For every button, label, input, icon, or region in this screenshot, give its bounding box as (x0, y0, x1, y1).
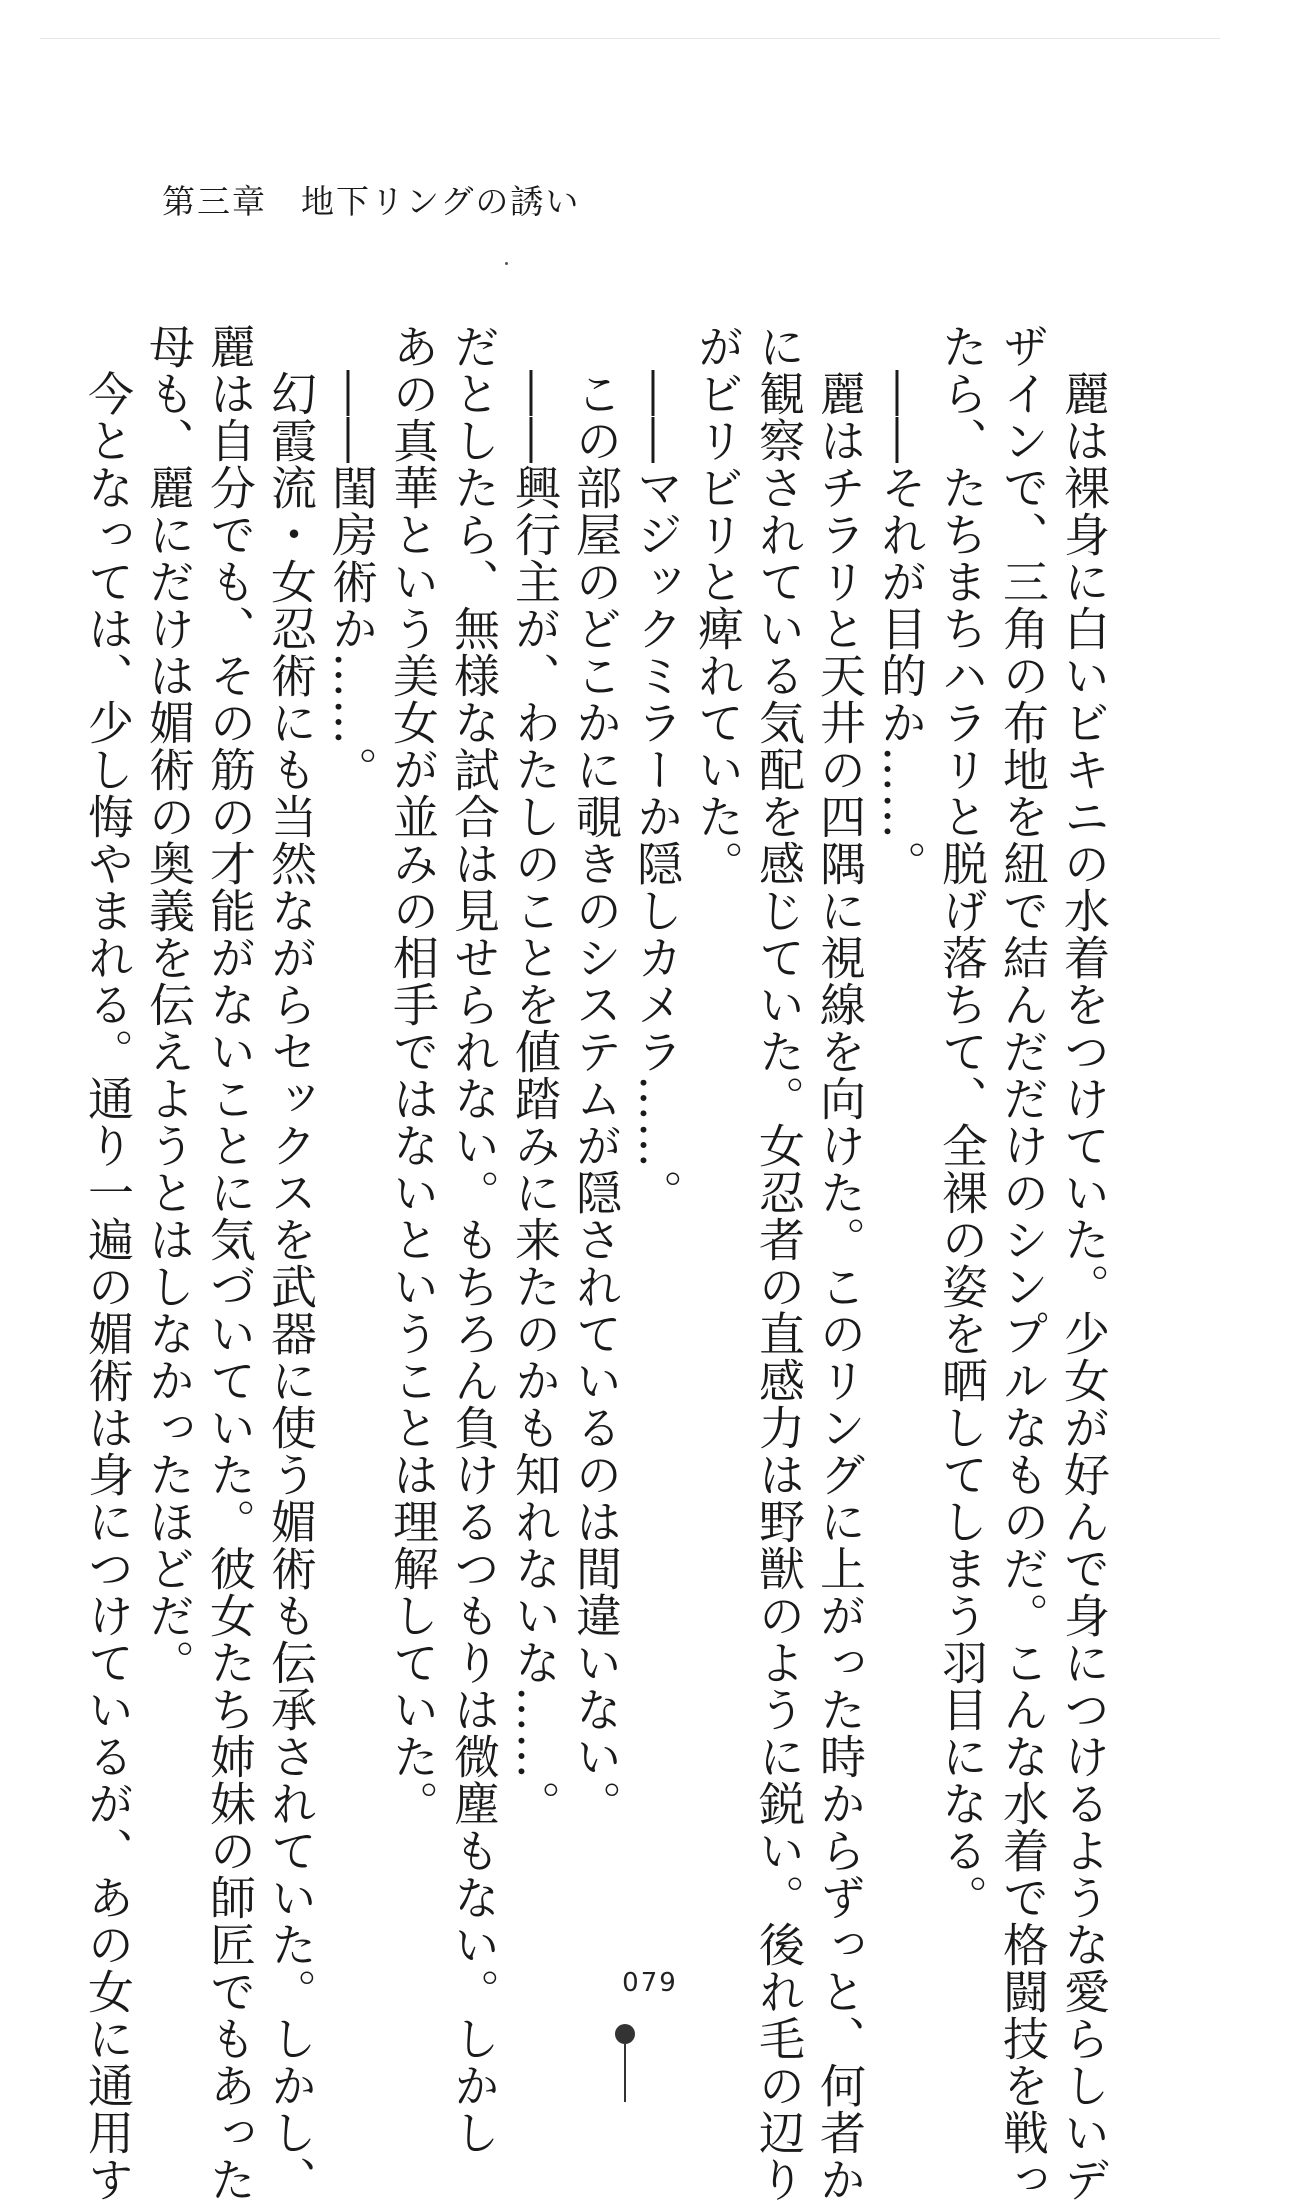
text-column: 幻霞流・女忍術にも当然ながらセックスを武器に使う媚術も伝承されていた。しかし、 (264, 323, 318, 2203)
page-number: 079 (622, 1968, 678, 1998)
text-column: この部屋のどこかに覗きのシステムが隠されているのは間違いない。 (569, 323, 623, 1827)
running-header (162, 176, 580, 223)
text-column: 麗はチラリと天井の四隅に視線を向けた。このリングに上がった時からずっと、何者か (813, 323, 867, 2203)
text-column: ――興行主が、わたしのことを値踏みに来たのかも知れないな……。 (508, 323, 562, 1827)
text-column: だとしたら、無様な試合は見せられない。もちろん負けるつもりは微塵もない。しかし (447, 323, 501, 2156)
text-column: あの真華という美女が並みの相手ではないということは理解していた。 (386, 323, 440, 1827)
chapter-number: 第三章 (162, 182, 267, 221)
text-column: に観察されている気配を感じていた。女忍者の直感力は野獣のように鋭い。後れ毛の辺り (752, 323, 806, 2203)
text-column: ――マジックミラーか隠しカメラ……。 (630, 323, 684, 1216)
text-column: ザインで、三角の布地を紐で結んだだけのシンプルなものだ。こんな水着で格闘技を戦っ (996, 323, 1050, 2203)
text-column: 今となっては、少し悔やまれる。通り一遍の媚術は身につけているが、あの女に通用す (81, 323, 135, 2203)
text-column: 母も、麗にだけは媚術の奥義を伝えようとはしなかったほどだ。 (142, 323, 196, 1686)
text-column: ――それが目的か……。 (874, 323, 928, 887)
page-marker-dot (615, 2024, 635, 2044)
text-column: 麗は自分でも、その筋の才能がないことに気づいていた。彼女たち姉妹の師匠でもあった (203, 323, 257, 2203)
text-column: がビリビリと痺れていた。 (691, 323, 745, 887)
text-column: たら、たちまちハラリと脱げ落ちて、全裸の姿を晒してしまう羽目になる。 (935, 323, 989, 1921)
top-edge-line (40, 38, 1220, 39)
text-column: 麗は裸身に白いビキニの水着をつけていた。少女が好んで身につけるような愛らしいデ (1057, 323, 1111, 2203)
text-column: ――閨房術か……。 (325, 323, 379, 793)
scan-speck (505, 262, 508, 265)
chapter-title: 地下リングの誘い (301, 182, 581, 221)
page-marker-stem (624, 2044, 626, 2102)
